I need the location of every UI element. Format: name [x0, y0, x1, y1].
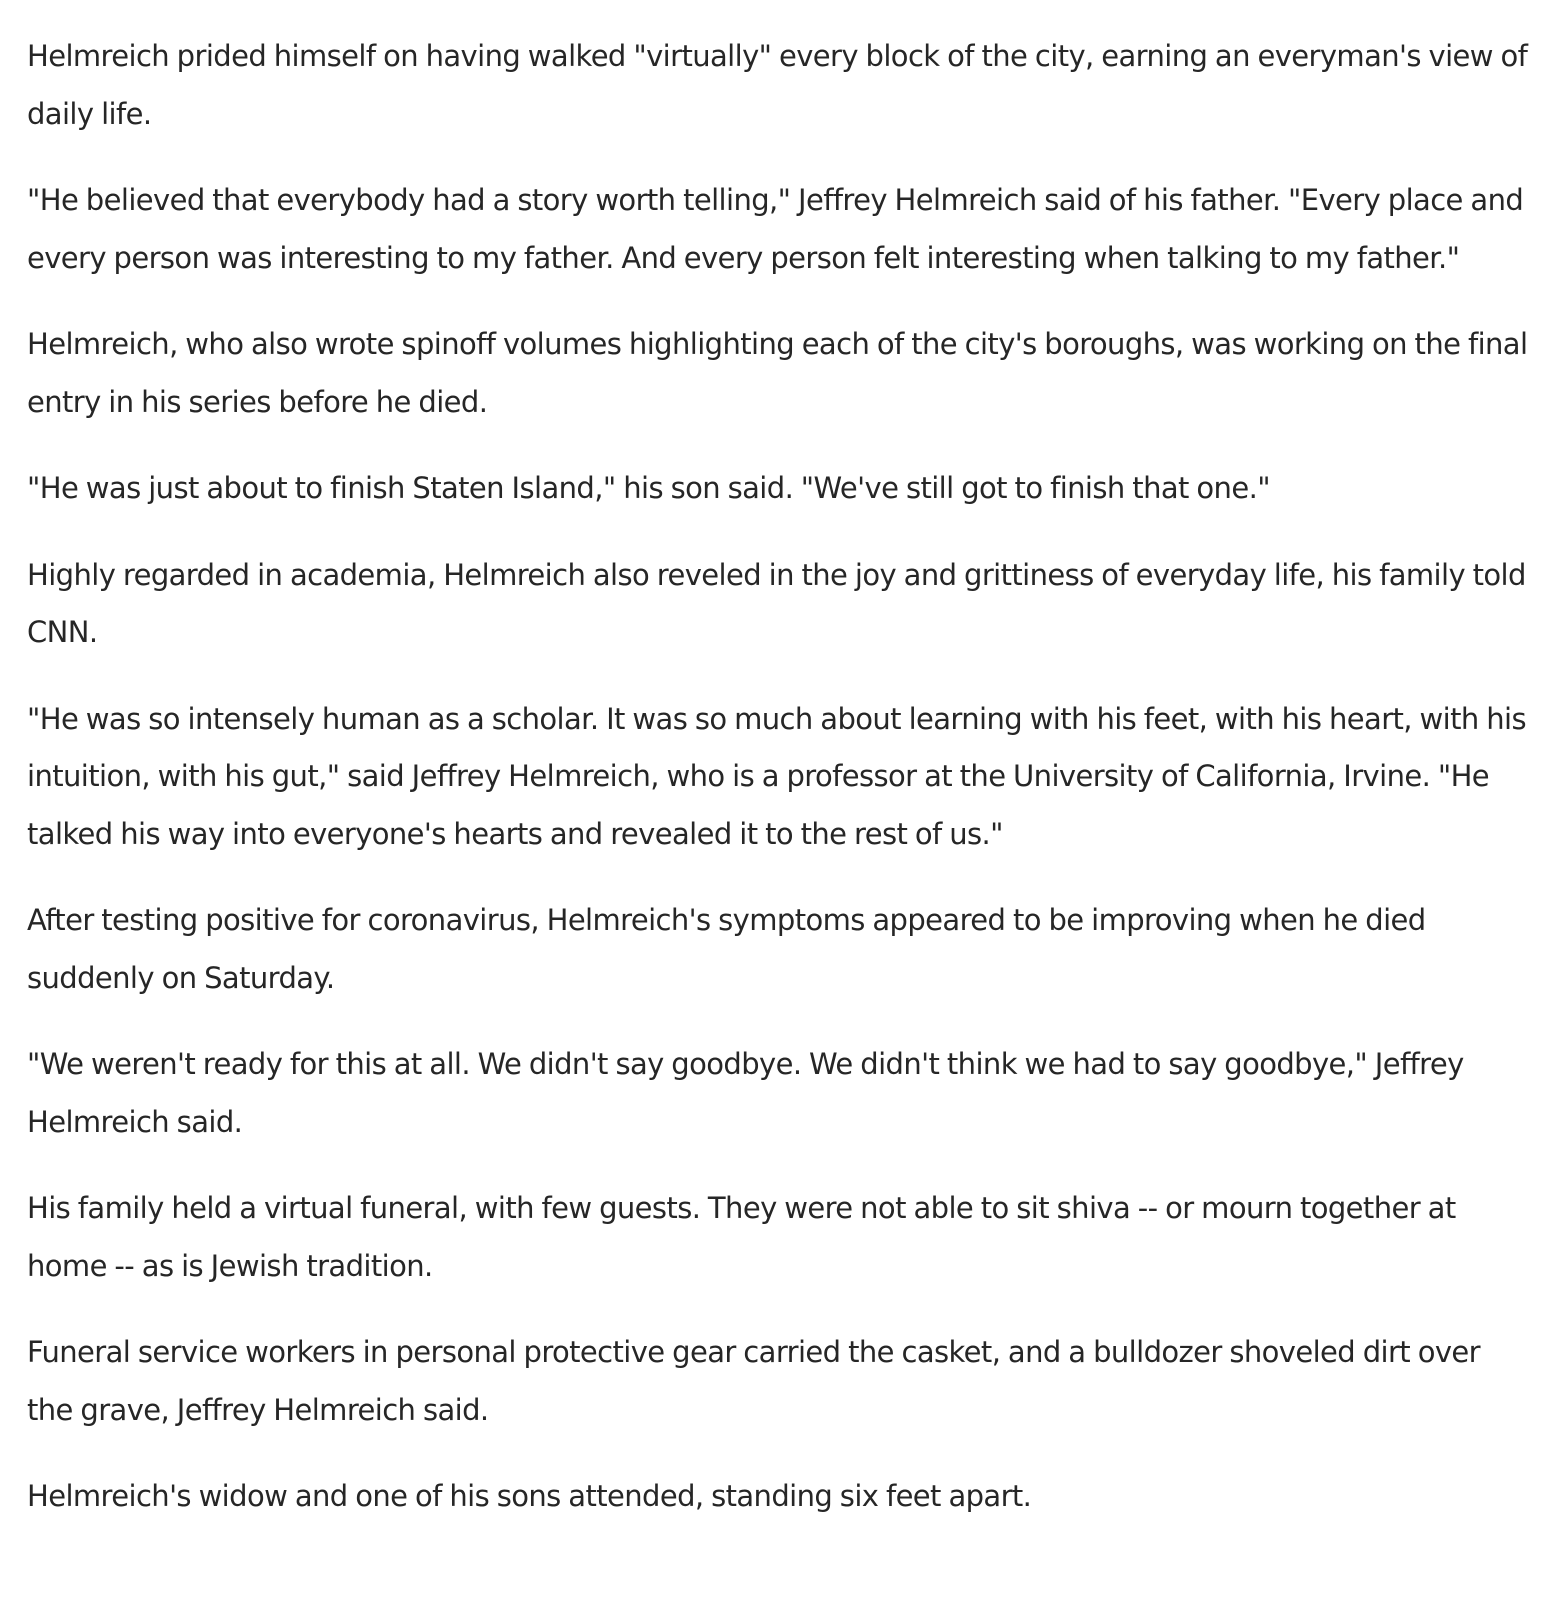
article-paragraph: "He was so intensely human as a scholar. It was so much about learning with his feet, with his heart, with his intuition, with his gut," said Jeffrey Helmreich, who is a professor at the University of California, Irvine. "He talked his way into everyone's hearts and revealed it to the rest of us." — [27, 701, 1527, 851]
article-paragraph: Helmreich, who also wrote spinoff volumes highlighting each of the city's boroughs, was working on the final entry in his series before he died. — [27, 327, 1528, 419]
article-paragraph: His family held a virtual funeral, with few guests. They were not able to sit shiva -- or mourn together at home -- as is Jewish tradition. — [27, 1191, 1456, 1283]
article-paragraph: Helmreich prided himself on having walked "virtually" every block of the city, earning an everyman's view of daily life. — [27, 39, 1528, 131]
article-paragraph: Highly regarded in academia, Helmreich also reveled in the joy and grittiness of everyday life, his family told CNN. — [27, 557, 1526, 649]
article-paragraph: Helmreich's widow and one of his sons attended, standing six feet apart. — [27, 1479, 1032, 1513]
article-paragraph: After testing positive for coronavirus, Helmreich's symptoms appeared to be improving when he died suddenly on Saturday. — [27, 903, 1426, 995]
article-paragraph: "He believed that everybody had a story worth telling," Jeffrey Helmreich said of his father. "Every place and every person was interesting to my father. And every person felt interesting when talking to my father." — [27, 183, 1524, 275]
article-paragraph: "We weren't ready for this at all. We didn't say goodbye. We didn't think we had to say goodbye," Jeffrey Helmreich said. — [27, 1047, 1464, 1139]
article-paragraph: Funeral service workers in personal protective gear carried the casket, and a bulldozer shoveled dirt over the grave, Jeffrey Helmreich said. — [27, 1335, 1480, 1427]
article-paragraph: "He was just about to finish Staten Island," his son said. "We've still got to finish that one." — [27, 471, 1270, 505]
